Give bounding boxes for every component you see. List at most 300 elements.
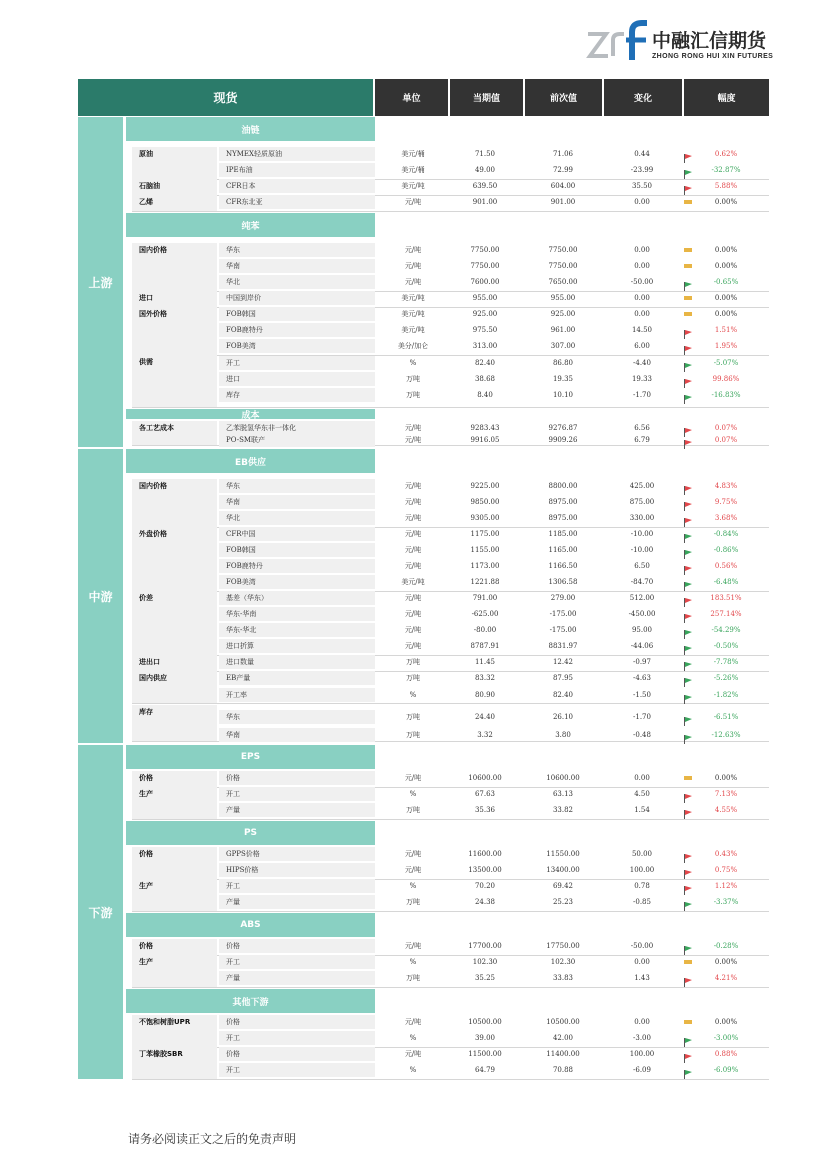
unit-value: % [409,882,417,890]
group-label: 供需 [139,358,153,366]
yellow-bar-icon [684,200,692,204]
green-flag-icon [684,896,692,905]
unit-value: 元/吨 [404,594,422,602]
change-value: 0.00 [634,958,650,966]
green-flag-icon [684,164,692,173]
yellow-bar-icon [684,960,692,964]
previous-value: -175.00 [549,626,577,634]
green-flag-icon [684,711,692,720]
category-label: 中游 [78,449,123,743]
red-flag-icon [684,560,692,569]
current-value: 80.90 [474,691,496,699]
pct-value: 0.00% [714,774,738,782]
unit-value: 元/吨 [404,562,422,570]
pct-value: 0.07% [714,424,738,432]
previous-value: 961.00 [550,326,576,334]
item-label: 华南 [219,259,375,273]
unit-value: 元/吨 [404,198,422,206]
previous-value: 3.80 [555,731,571,739]
item-label: FOB美湾 [219,575,375,589]
unit-value: 万吨 [406,658,420,666]
item-label: 华东-华南 [219,607,375,621]
yellow-bar-icon [684,296,692,300]
item-label: 开工 [219,1031,375,1045]
previous-value: 26.10 [552,713,574,721]
green-flag-icon [684,640,692,649]
unit-value: % [409,691,417,699]
header-pct: 幅度 [684,79,769,116]
category-label: 上游 [78,117,123,447]
group-label: 不饱和树脂UPR [139,1018,191,1026]
current-value: 83.32 [474,674,496,682]
red-flag-icon [684,373,692,382]
item-label: CFR东北亚 [219,195,375,209]
previous-value: 10.10 [552,391,574,399]
item-label: 产量 [219,971,375,985]
unit-value: 万吨 [406,974,420,982]
change-value: 6.50 [634,562,650,570]
red-flag-icon [684,848,692,857]
change-value: 512.00 [629,594,655,602]
green-flag-icon [684,656,692,665]
unit-value: 万吨 [406,674,420,682]
pct-value: 4.55% [714,806,738,814]
green-flag-icon [684,672,692,681]
red-flag-icon [684,480,692,489]
current-value: 7750.00 [470,262,500,270]
item-label: 华东 [219,243,375,257]
pct-value: -0.84% [713,530,739,538]
previous-value: 19.35 [552,375,574,383]
current-value: 9225.00 [470,482,500,490]
unit-value: 元/吨 [404,514,422,522]
change-value: 6.79 [634,436,650,444]
pct-value: -32.87% [711,166,741,174]
pct-value: 0.00% [714,958,738,966]
change-value: 19.33 [631,375,653,383]
current-value: 1175.00 [470,530,500,538]
unit-value: 美元/吨 [401,182,425,190]
header-unit: 单位 [375,79,448,116]
current-value: 49.00 [474,166,496,174]
group-label: 生产 [139,958,153,966]
item-label: 华南 [219,728,375,742]
section-title: 油链 [126,117,375,141]
group-label: 价格 [139,942,153,950]
row-separator [132,703,769,704]
previous-value: 86.80 [552,359,574,367]
unit-value: 万吨 [406,731,420,739]
unit-value: 元/吨 [404,610,422,618]
pct-value: 1.12% [714,882,738,890]
current-value: 71.50 [474,150,496,158]
yellow-bar-icon [684,1020,692,1024]
pct-value: -3.00% [713,1034,739,1042]
section-title: 成本 [126,409,375,419]
item-label: FOB韩国 [219,307,375,321]
pct-value: -6.48% [713,578,739,586]
pct-value: -5.26% [713,674,739,682]
current-value: 67.63 [474,790,496,798]
group-label: 原油 [139,150,153,158]
current-value: 38.68 [474,375,496,383]
company-logo [586,20,776,62]
red-flag-icon [684,324,692,333]
current-value: -625.00 [471,610,499,618]
unit-value: 万吨 [406,391,420,399]
red-flag-icon [684,592,692,601]
row-separator [132,987,769,988]
pct-value: 0.00% [714,246,738,254]
item-label: 开工 [219,787,375,801]
item-label: FOB鹿特丹 [219,559,375,573]
pct-value: 0.00% [714,1018,738,1026]
previous-value: 925.00 [550,310,576,318]
item-label: EB产量 [219,671,375,685]
previous-value: 307.00 [550,342,576,350]
yellow-bar-icon [684,776,692,780]
red-flag-icon [684,180,692,189]
change-value: -50.00 [630,942,654,950]
item-label: 开工 [219,879,375,893]
current-value: 9916.05 [470,436,500,444]
current-value: 925.00 [472,310,498,318]
row-separator [132,1079,769,1080]
group-label: 国内价格 [139,482,167,490]
item-label: FOB美湾 [219,339,375,353]
previous-value: 8975.00 [548,514,578,522]
previous-value: 8975.00 [548,498,578,506]
item-label: 基差（华东） [219,591,375,605]
pct-value: 7.13% [714,790,738,798]
current-value: 9283.43 [470,424,500,432]
green-flag-icon [684,1064,692,1073]
group-label: 价格 [139,774,153,782]
current-value: 1155.00 [470,546,500,554]
unit-value: % [409,1034,417,1042]
item-label: 库存 [219,388,375,402]
previous-value: 8800.00 [548,482,578,490]
unit-value: 元/吨 [404,1018,422,1026]
current-value: 10500.00 [468,1018,502,1026]
current-value: 17700.00 [468,942,502,950]
previous-value: 1306.58 [548,578,578,586]
change-value: 0.00 [634,1018,650,1026]
unit-value: 元/吨 [404,850,422,858]
yellow-bar-icon [684,248,692,252]
current-value: 7600.00 [470,278,500,286]
item-label: 开工率 [219,688,375,702]
pct-value: 183.51% [710,594,742,602]
green-flag-icon [684,576,692,585]
section-title: PS [126,821,375,845]
item-label: 开工 [219,1063,375,1077]
current-value: 24.40 [474,713,496,721]
change-value: -1.70 [633,391,651,399]
item-label: IPE布油 [219,163,375,177]
previous-value: 11550.00 [546,850,580,858]
unit-value: 元/吨 [404,1050,422,1058]
current-value: -80.00 [473,626,497,634]
current-value: 3.32 [477,731,493,739]
current-value: 39.00 [474,1034,496,1042]
green-flag-icon [684,528,692,537]
unit-value: 美分/加仑 [397,342,429,350]
unit-value: % [409,1066,417,1074]
current-value: 35.25 [474,974,496,982]
green-flag-icon [684,1032,692,1041]
change-value: -44.06 [630,642,654,650]
item-label: 进口数量 [219,655,375,669]
current-value: 1173.00 [470,562,500,570]
previous-value: 901.00 [550,198,576,206]
change-value: -1.50 [633,691,651,699]
change-value: 875.00 [629,498,655,506]
change-value: 50.00 [631,850,653,858]
unit-value: 元/吨 [404,278,422,286]
unit-value: 美元/吨 [401,294,425,302]
green-flag-icon [684,940,692,949]
change-value: 0.00 [634,310,650,318]
section-title: EB供应 [126,449,375,473]
red-flag-icon [684,880,692,889]
pct-value: -6.09% [713,1066,739,1074]
pct-value: 0.07% [714,436,738,444]
previous-value: 33.83 [552,974,574,982]
previous-value: 25.23 [552,898,574,906]
item-label: FOB韩国 [219,543,375,557]
change-value: 0.00 [634,774,650,782]
group-label: 价格 [139,850,153,858]
unit-value: 美元/桶 [401,166,425,174]
unit-value: 元/吨 [404,262,422,270]
previous-value: 9909.26 [548,436,578,444]
pct-value: -5.07% [713,359,739,367]
pct-value: 0.56% [714,562,738,570]
unit-value: 元/吨 [404,498,422,506]
change-value: 0.00 [634,294,650,302]
item-label: HIPS价格 [219,863,375,877]
current-value: 639.50 [472,182,498,190]
unit-value: 万吨 [406,806,420,814]
previous-value: 82.40 [552,691,574,699]
pct-value: 257.14% [710,610,742,618]
pct-value: 1.95% [714,342,738,350]
group-label: 生产 [139,882,153,890]
pct-value: -7.78% [713,658,739,666]
unit-value: 元/吨 [404,482,422,490]
item-label: 产量 [219,803,375,817]
pct-value: 3.68% [714,514,738,522]
item-label: 开工 [219,955,375,969]
disclaimer-text: 请务必阅读正文之后的免责声明 [128,1132,297,1146]
red-flag-icon [684,340,692,349]
current-value: 82.40 [474,359,496,367]
previous-value: 1166.50 [548,562,578,570]
section-title: ABS [126,913,375,937]
unit-value: 万吨 [406,898,420,906]
unit-value: % [409,359,417,367]
pct-value: 1.51% [714,326,738,334]
header-current: 当期值 [450,79,523,116]
green-flag-icon [684,357,692,366]
item-label: NYMEX轻质原油 [219,147,375,161]
green-flag-icon [684,729,692,738]
change-value: -4.63 [633,674,651,682]
unit-value: 万吨 [406,713,420,721]
pct-value: 4.21% [714,974,738,982]
red-flag-icon [684,496,692,505]
current-value: 64.79 [474,1066,496,1074]
unit-value: 元/吨 [404,642,422,650]
unit-value: 元/吨 [404,942,422,950]
zrf-logo-icon [586,20,648,62]
previous-value: 7650.00 [548,278,578,286]
previous-value: 69.42 [552,882,574,890]
pct-value: 0.43% [714,850,738,858]
group-label: 生产 [139,790,153,798]
unit-value: 元/吨 [404,246,422,254]
previous-value: 279.00 [550,594,576,602]
previous-value: 72.99 [552,166,574,174]
group-label: 外盘价格 [139,530,167,538]
red-flag-icon [684,148,692,157]
change-value: 14.50 [631,326,653,334]
current-value: 24.38 [474,898,496,906]
green-flag-icon [684,276,692,285]
current-value: 35.36 [474,806,496,814]
section-title: 纯苯 [126,213,375,237]
unit-value: 美元/吨 [401,326,425,334]
current-value: 975.50 [472,326,498,334]
change-value: 425.00 [629,482,655,490]
pct-value: -0.28% [713,942,739,950]
row-separator [132,407,769,408]
green-flag-icon [684,689,692,698]
pct-value: 0.88% [714,1050,738,1058]
group-label: 库存 [139,708,153,716]
category-label: 下游 [78,745,123,1079]
group-label: 各工艺成本 [139,424,174,432]
logo-english-name: ZHONG RONG HUI XIN FUTURES [652,53,774,60]
item-label: 华东 [219,710,375,724]
previous-value: 11400.00 [546,1050,580,1058]
current-value: 955.00 [472,294,498,302]
change-value: 6.56 [634,424,650,432]
previous-value: -175.00 [549,610,577,618]
change-value: -0.97 [633,658,651,666]
pct-value: -0.65% [713,278,739,286]
row-separator [132,211,769,212]
pct-value: -6.51% [713,713,739,721]
pct-value: -12.63% [711,731,741,739]
item-label: 开工 [219,356,375,370]
previous-value: 87.95 [552,674,574,682]
current-value: 9850.00 [470,498,500,506]
group-label: 国内供应 [139,674,167,682]
current-value: 9305.00 [470,514,500,522]
change-value: 95.00 [631,626,653,634]
pct-value: -54.29% [711,626,741,634]
item-label: CFR日本 [219,179,375,193]
unit-value: % [409,958,417,966]
change-value: -50.00 [630,278,654,286]
previous-value: 604.00 [550,182,576,190]
header-change: 变化 [604,79,682,116]
change-value: 100.00 [629,866,655,874]
change-value: -0.48 [633,731,651,739]
pct-value: 0.00% [714,198,738,206]
change-value: -10.00 [630,530,654,538]
change-value: 0.44 [634,150,650,158]
green-flag-icon [684,544,692,553]
item-label: 华东 [219,479,375,493]
previous-value: 12.42 [552,658,574,666]
change-value: 100.00 [629,1050,655,1058]
change-value: -4.40 [633,359,651,367]
previous-value: 10600.00 [546,774,580,782]
green-flag-icon [684,624,692,633]
red-flag-icon [684,864,692,873]
unit-value: % [409,790,417,798]
unit-value: 元/吨 [404,774,422,782]
change-value: 330.00 [629,514,655,522]
item-label: 华北 [219,511,375,525]
item-label: 进口 [219,372,375,386]
group-label: 国外价格 [139,310,167,318]
change-value: 0.00 [634,198,650,206]
header-spot: 现货 [78,79,373,116]
group-label: 国内价格 [139,246,167,254]
item-label: 华东-华北 [219,623,375,637]
yellow-bar-icon [684,264,692,268]
change-value: 1.43 [634,974,650,982]
logo-chinese-name: 中融汇信期货 [652,30,767,52]
item-label: FOB鹿特丹 [219,323,375,337]
current-value: 7750.00 [470,246,500,254]
section-title: EPS [126,745,375,769]
pct-value: -0.86% [713,546,739,554]
previous-value: 71.06 [552,150,574,158]
pct-value: 0.62% [714,150,738,158]
pct-value: 0.75% [714,866,738,874]
change-value: -84.70 [630,578,654,586]
previous-value: 33.82 [552,806,574,814]
change-value: -1.70 [633,713,651,721]
previous-value: 63.13 [552,790,574,798]
current-value: 8787.91 [470,642,500,650]
current-value: 8.40 [477,391,493,399]
change-value: 35.50 [631,182,653,190]
pct-value: 9.75% [714,498,738,506]
red-flag-icon [684,422,692,431]
current-value: 901.00 [472,198,498,206]
red-flag-icon [684,804,692,813]
unit-value: 万吨 [406,375,420,383]
pct-value: -16.83% [711,391,741,399]
item-label: 华南 [219,495,375,509]
current-value: 11600.00 [468,850,502,858]
change-value: -3.00 [633,1034,651,1042]
group-label: 进口 [139,294,153,302]
group-label: 乙烯 [139,198,153,206]
red-flag-icon [684,1048,692,1057]
current-value: 11500.00 [468,1050,502,1058]
unit-value: 元/吨 [404,436,422,444]
red-flag-icon [684,608,692,617]
previous-value: 13400.00 [546,866,580,874]
pct-value: -1.82% [713,691,739,699]
